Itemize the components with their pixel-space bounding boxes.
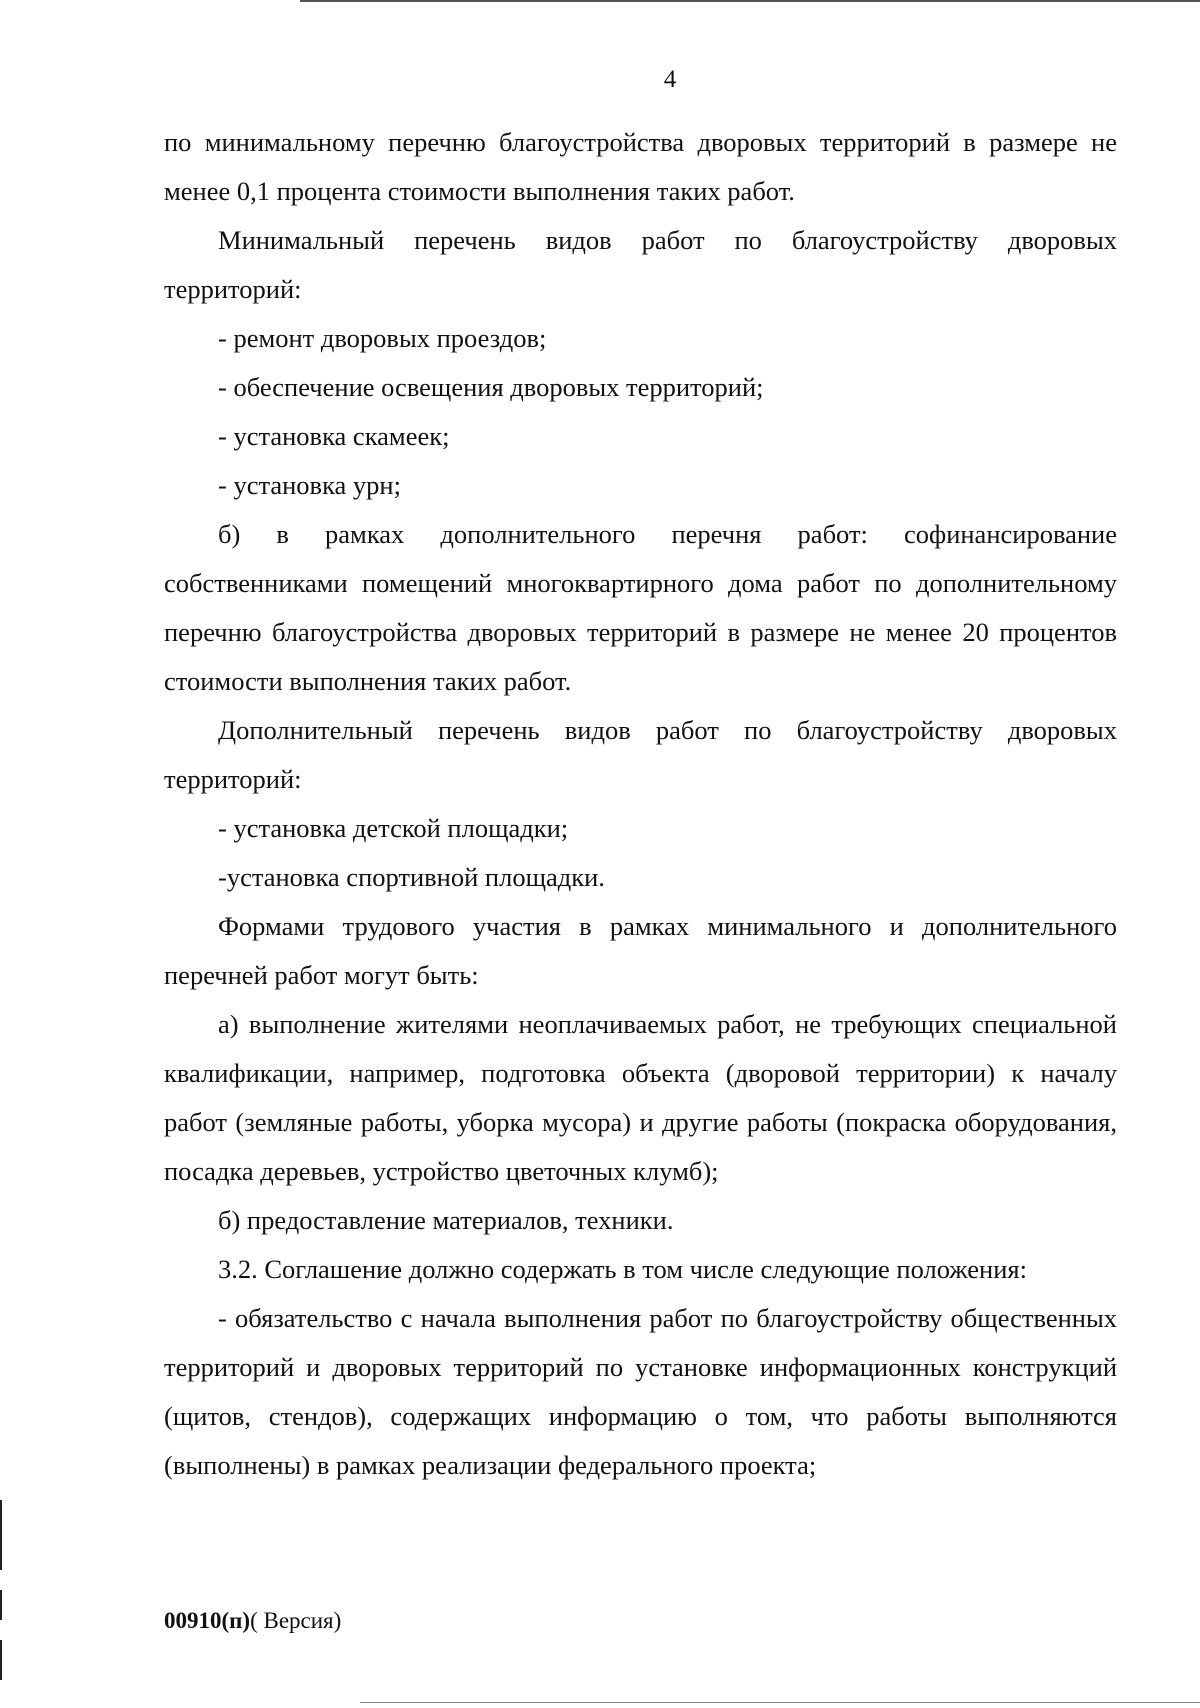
list-item-sports-ground: -установка спортивной площадки. — [218, 862, 605, 892]
list-item-playground: - установка детской площадки; — [218, 813, 569, 843]
paragraph-1: по минимальному перечню благоустройства дворовых территорий в размере не менее 0,1 процента стоимости выполнения таких работ. — [164, 127, 1117, 206]
scan-edge-mark — [0, 1640, 2, 1680]
list-item-repair-driveways: - ремонт дворовых проездов; — [218, 323, 547, 353]
paragraph-2: Минимальный перечень видов работ по благоустройству дворовых территорий: — [164, 225, 1117, 304]
document-footer-code — [164, 1608, 341, 1634]
paragraph-materials: б) предоставление материалов, техники. — [218, 1205, 674, 1235]
section-3-2-heading: 3.2. Соглашение должно содержать в том числе следующие положения: — [218, 1254, 1027, 1284]
scan-edge-mark — [0, 1590, 2, 1620]
bottom-border-line — [360, 1702, 1200, 1703]
paragraph-info-structures: - обязательство с начала выполнения работ по благоустройству общественных территорий и дворовых территорий по установке информационных конструкций (щитов, стендов), содержащих информацию о том, что работы выполняются (выполнены) в рамках реализации федерального проекта; — [164, 1303, 1117, 1480]
paragraph-additional-list-heading: Дополнительный перечень видов работ по благоустройству дворовых территорий: — [164, 715, 1117, 794]
footer-code-number: 00910(п) — [164, 1608, 251, 1633]
document-body — [164, 118, 1117, 1490]
top-border-line — [300, 0, 1200, 2]
list-item-bins: - установка урн; — [218, 470, 401, 500]
list-item-benches: - установка скамеек; — [218, 421, 450, 451]
list-item-lighting: - обеспечение освещения дворовых территорий; — [218, 372, 764, 402]
page-number: 4 — [663, 66, 677, 93]
paragraph-labor-forms: Формами трудового участия в рамках минимального и дополнительного перечней работ могут быть: — [164, 911, 1117, 990]
paragraph-additional-cofinancing: б) в рамках дополнительного перечня работ: софинансирование собственниками помещений многоквартирного дома работ по дополнительному перечню благоустройства дворовых территорий в размере не менее 20 процентов стоимости выполнения таких работ. — [164, 519, 1117, 696]
paragraph-unpaid-work: а) выполнение жителями неоплачиваемых работ, не требующих специальной квалификации, например, подготовка объекта (дворовой территории) к началу работ (земляные работы, уборка мусора) и другие работы (покраска оборудования, посадка деревьев, устройство цветочных клумб); — [164, 1009, 1117, 1186]
scan-edge-mark — [0, 1500, 2, 1570]
footer-version: ( Версия) — [250, 1608, 342, 1633]
